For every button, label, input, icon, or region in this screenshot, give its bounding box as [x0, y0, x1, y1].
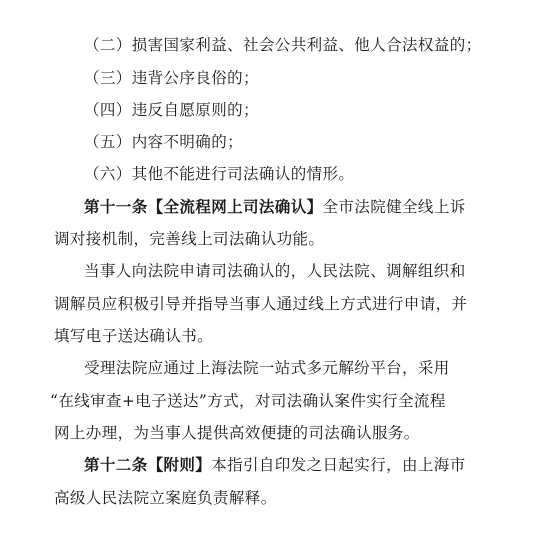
article-11-line	[84, 197, 466, 217]
list-item: （六）其他不能进行司法确认的情形。	[84, 165, 355, 183]
paragraph-line: 调解员应积极引导并指导当事人通过线上方式进行申请，并	[54, 295, 468, 313]
paragraph-line: 受理法院应通过上海法院一站式多元解纷平台，采用	[84, 359, 450, 377]
paragraph-line: “在线审查+电子送达”方式，对司法确认案件实行全流程	[50, 392, 446, 410]
article-12-line	[84, 455, 466, 475]
list-item: （四）违反自愿原则的；	[84, 101, 259, 119]
article-12-line-2: 高级人民法院立案庭负责解释。	[54, 489, 277, 507]
article-11-heading: 第十一条【全流程网上司法确认】	[84, 198, 323, 216]
list-item: （五）内容不明确的；	[84, 133, 244, 151]
article-11-line-2: 调对接机制，完善线上司法确认功能。	[54, 230, 325, 248]
paragraph-line: 填写电子送达确认书。	[54, 327, 214, 345]
list-item: （二）损害国家利益、社会公共利益、他人合法权益的；	[84, 36, 482, 54]
article-12-text: 本指引自印发之日起实行，由上海市	[211, 456, 466, 474]
list-item: （三）违背公序良俗的；	[84, 69, 259, 87]
article-11-text: 全市法院健全线上诉	[322, 198, 466, 216]
paragraph-line: 网上办理，为当事人提供高效便捷的司法确认服务。	[54, 424, 420, 442]
article-12-heading: 第十二条【附则】	[84, 456, 212, 474]
paragraph-line: 当事人向法院申请司法确认的，人民法院、调解组织和	[84, 262, 466, 280]
